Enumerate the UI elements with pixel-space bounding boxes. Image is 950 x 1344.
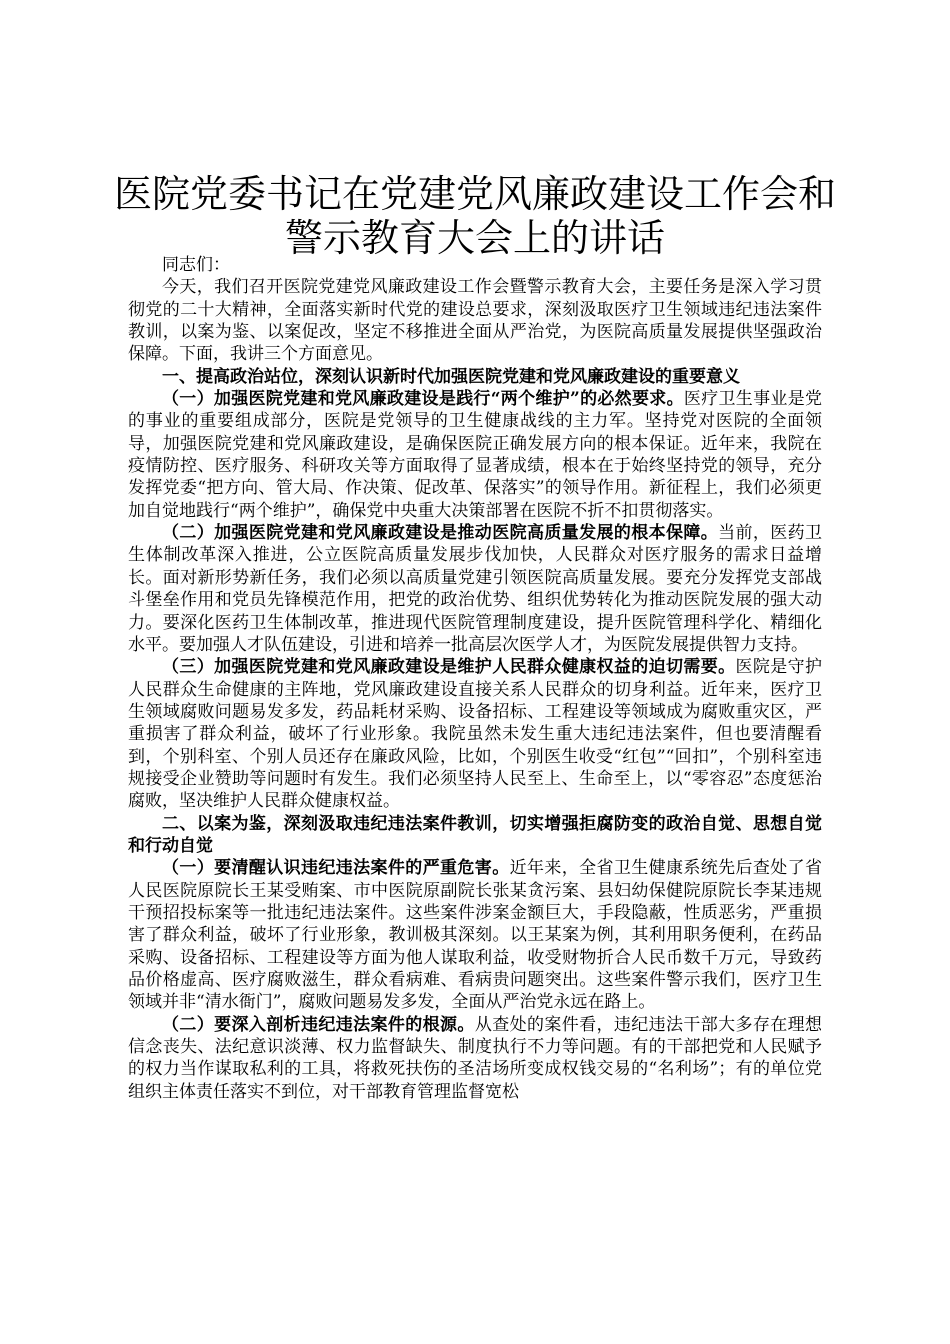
paragraph-1-2 xyxy=(128,522,822,656)
section-heading-1: 一、提高政治站位，深刻认识新时代加强医院党建和党风廉政建设的重要意义 xyxy=(162,366,740,387)
paragraph-lead: （二）要深入剖析违纪违法案件的根源。 xyxy=(162,1014,475,1035)
salutation: 同志们： xyxy=(162,255,230,275)
paragraph-text: 从查处的案件看，违纪违法干部大多存在理想信念丧失、法纪意识淡薄、权力监督缺失、制度执行不力等问题。有的干部把党和人民赋予的权力当作谋取私利的工具，将救死扶伤的圣洁场所变成权钱交易的“名利场”；有的单位党组织主体责任落实不到位，对干部教育管理监督宽松 xyxy=(128,1014,823,1102)
paragraph-lead: （一）加强医院党建和党风廉政建设是践行“两个维护”的必然要求。 xyxy=(162,389,684,410)
paragraph-text: 近年来，全省卫生健康系统先后查处了省人民医院原院长王某受贿案、市中医院原副院长张某贪污案、县妇幼保健院原院长李某违规干预招投标案等一批违纪违法案件。这些案件涉案金额巨大，手段隐蔽，性质恶劣，严重损害了群众利益，破坏了行业形象，教训极其深刻。以王某案为例，其利用职务便利，在药品采购、设备招标、工程建设等方面为他人谋取利益，收受财物折合人民币数千万元，导致药品价格虚高、医疗腐败滋生，群众看病难、看病贵问题突出。这些案件警示我们，医疗卫生领域并非“清水衙门”，腐败问题易发多发，全面从严治党永远在路上。 xyxy=(128,858,823,1013)
paragraph-2-2 xyxy=(128,1014,822,1103)
paragraph-text: 医疗卫生事业是党的事业的重要组成部分，医院是党领导的卫生健康战线的主力军。坚持党对医院的全面领导，加强医院党建和党风廉政建设，是确保医院正确发展方向的根本保证。近年来，我院在疫情防控、医疗服务、科研攻关等方面取得了显著成绩，根本在于始终坚持党的领导，充分发挥党委“把方向、管大局、作决策、促改革、保落实”的领导作用。新征程上，我们必须更加自觉地践行“两个维护”，确保党中央重大决策部署在医院不折不扣贯彻落实。 xyxy=(128,389,822,521)
page-title: 医院党委书记在党建党风廉政建设工作会和警示教育大会上的讲话 xyxy=(113,172,836,260)
paragraph-text: 医院是守护人民群众生命健康的主阵地，党风廉政建设直接关系人民群众的切身利益。近年来，医疗卫生领域腐败问题易发多发，药品耗材采购、设备招标、工程建设等领域成为腐败重灾区，严重损害了群众利益，破坏了行业形象。我院虽然未发生重大违纪违法案件，但也要清醒看到，个别科室、个别人员还存在廉政风险，比如，个别医生收受“红包”“回扣”，个别科室违规接受企业赞助等问题时有发生。我们必须坚持人民至上、生命至上，以“零容忍”态度惩治腐败，坚决维护人民群众健康权益。 xyxy=(128,657,823,812)
paragraph-1-3 xyxy=(128,656,822,812)
document-body xyxy=(128,254,822,1103)
paragraph-lead: （三）加强医院党建和党风廉政建设是维护人民群众健康权益的迫切需要。 xyxy=(162,657,736,678)
intro-paragraph: 今天，我们召开医院党建党风廉政建设工作会暨警示教育大会，主要任务是深入学习贯彻党的二十大精神，全面落实新时代党的建设总要求，深刻汲取医疗卫生领域违纪违法案件教训，以案为鉴、以案促改，坚定不移推进全面从严治党，为医院高质量发展提供坚强政治保障。下面，我讲三个方面意见。 xyxy=(128,277,822,365)
section-heading-2: 二、以案为鉴，深刻汲取违纪违法案件教训，切实增强拒腐防变的政治自觉、思想自觉和行动自觉 xyxy=(128,813,822,856)
paragraph-lead: （二）加强医院党建和党风廉政建设是推动医院高质量发展的根本保障。 xyxy=(162,523,719,544)
paragraph-2-1 xyxy=(128,857,822,1013)
paragraph-1-1 xyxy=(128,388,822,522)
paragraph-text: 当前，医药卫生体制改革深入推进，公立医院高质量发展步伐加快，人民群众对医疗服务的需求日益增长。面对新形势新任务，我们必须以高质量党建引领医院高质量发展。要充分发挥党支部战斗堡垒作用和党员先锋模范作用，把党的政治优势、组织优势转化为推动医院发展的强大动力。要深化医药卫生体制改革，推进现代医院管理制度建设，提升医院管理科学化、精细化水平。要加强人才队伍建设，引进和培养一批高层次医学人才，为医院发展提供智力支持。 xyxy=(128,523,823,655)
paragraph-lead: （一）要清醒认识违纪违法案件的严重危害。 xyxy=(162,858,510,879)
